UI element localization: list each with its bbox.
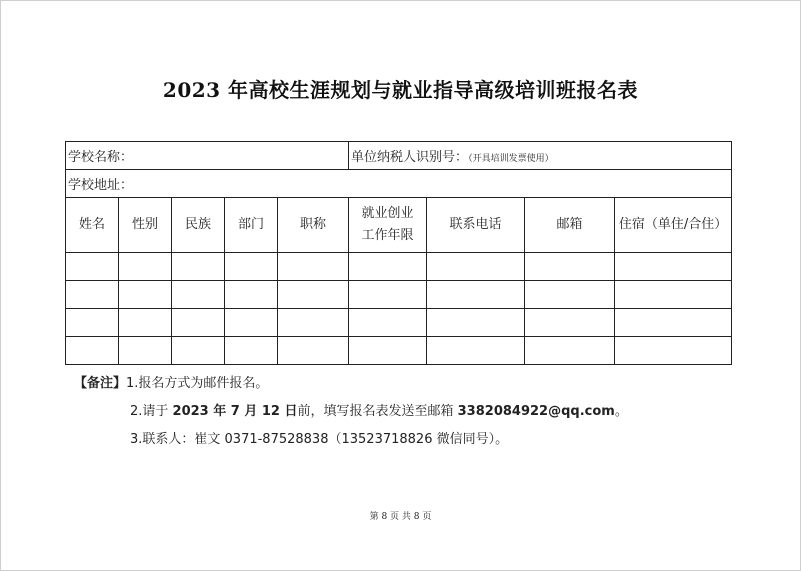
column-header-line1: 民族: [184, 217, 211, 232]
table-row: [66, 337, 732, 365]
note-item-2-email[interactable]: 3382084922@qq.com: [457, 404, 615, 419]
table-cell[interactable]: [427, 281, 525, 309]
table-row: [66, 253, 732, 281]
registration-form-table: [65, 141, 732, 365]
column-header-line1: 职称: [300, 217, 327, 232]
table-cell[interactable]: [278, 281, 349, 309]
table-cell[interactable]: [172, 309, 225, 337]
table-cell[interactable]: [119, 337, 172, 365]
note-line-2: [74, 401, 628, 429]
note-item-1: 1.报名方式为邮件报名。: [126, 376, 269, 391]
school-address-label: 学校地址：: [68, 178, 134, 193]
column-header-0: [66, 198, 119, 253]
column-header-line1: 就业创业: [361, 206, 414, 221]
table-cell[interactable]: [349, 337, 427, 365]
school-name-row: [66, 142, 732, 170]
column-header-7: [525, 198, 615, 253]
note-line-3: [74, 429, 628, 457]
school-name-label: 学校名称：: [68, 150, 134, 165]
table-cell[interactable]: [66, 253, 119, 281]
table-cell[interactable]: [615, 337, 732, 365]
tax-id-cell[interactable]: [349, 142, 732, 170]
table-row: [66, 309, 732, 337]
tax-id-note: （开具培训发票使用）: [468, 154, 554, 164]
note-item-2-suffix: 。: [614, 404, 628, 419]
table-cell[interactable]: [225, 281, 278, 309]
note-line-1: [74, 373, 628, 401]
table-cell[interactable]: [66, 281, 119, 309]
school-name-cell[interactable]: [66, 142, 349, 170]
table-cell[interactable]: [66, 309, 119, 337]
column-header-1: [119, 198, 172, 253]
column-header-5: [349, 198, 427, 253]
table-cell[interactable]: [172, 337, 225, 365]
school-address-cell[interactable]: [66, 170, 732, 198]
column-header-4: [278, 198, 349, 253]
notes-label: 【备注】: [74, 376, 127, 391]
note-item-2-date: 2023 年 7 月 12 日: [172, 404, 298, 419]
column-header-line1: 住宿（单住/合住）: [618, 217, 728, 232]
column-header-line1: 性别: [131, 217, 158, 232]
column-header-line1: 姓名: [78, 217, 105, 232]
column-header-row: [66, 198, 732, 253]
table-cell[interactable]: [119, 281, 172, 309]
table-cell[interactable]: [427, 253, 525, 281]
column-header-6: [427, 198, 525, 253]
table-cell[interactable]: [615, 281, 732, 309]
table-cell[interactable]: [349, 281, 427, 309]
table-cell[interactable]: [119, 253, 172, 281]
note-item-2-prefix: 2.请于: [130, 404, 173, 419]
school-address-row: [66, 170, 732, 198]
column-header-line1: 部门: [237, 217, 264, 232]
table-cell[interactable]: [172, 253, 225, 281]
table-cell[interactable]: [225, 309, 278, 337]
table-cell[interactable]: [427, 337, 525, 365]
table-cell[interactable]: [172, 281, 225, 309]
column-header-line1: 联系电话: [449, 217, 502, 232]
table-cell[interactable]: [278, 337, 349, 365]
tax-id-label: 单位纳税人识别号：: [351, 150, 469, 165]
notes-section: [74, 373, 628, 457]
table-cell[interactable]: [119, 309, 172, 337]
note-item-3: 3.联系人：崔文 0371-87528838（13523718826 微信同号）。: [130, 432, 509, 447]
table-cell[interactable]: [349, 309, 427, 337]
table-cell[interactable]: [349, 253, 427, 281]
table-cell[interactable]: [615, 253, 732, 281]
table-cell[interactable]: [525, 309, 615, 337]
table-cell[interactable]: [225, 253, 278, 281]
table-cell[interactable]: [427, 309, 525, 337]
table-cell[interactable]: [525, 253, 615, 281]
table-cell[interactable]: [278, 253, 349, 281]
table-cell[interactable]: [615, 309, 732, 337]
table-cell[interactable]: [66, 337, 119, 365]
column-header-line2: 工作年限: [361, 228, 414, 243]
page-title: 2023 年高校生涯规划与就业指导高级培训班报名表: [162, 78, 639, 102]
column-header-line1: 邮箱: [556, 217, 583, 232]
table-cell[interactable]: [225, 337, 278, 365]
column-header-2: [172, 198, 225, 253]
page-footer: 第 8 页 共 8 页: [369, 512, 432, 522]
table-cell[interactable]: [278, 309, 349, 337]
note-item-2-middle: 前，填写报名表发送至邮箱: [297, 404, 458, 419]
table-cell[interactable]: [525, 281, 615, 309]
table-cell[interactable]: [525, 337, 615, 365]
column-header-3: [225, 198, 278, 253]
table-row: [66, 281, 732, 309]
column-header-8: [615, 198, 732, 253]
